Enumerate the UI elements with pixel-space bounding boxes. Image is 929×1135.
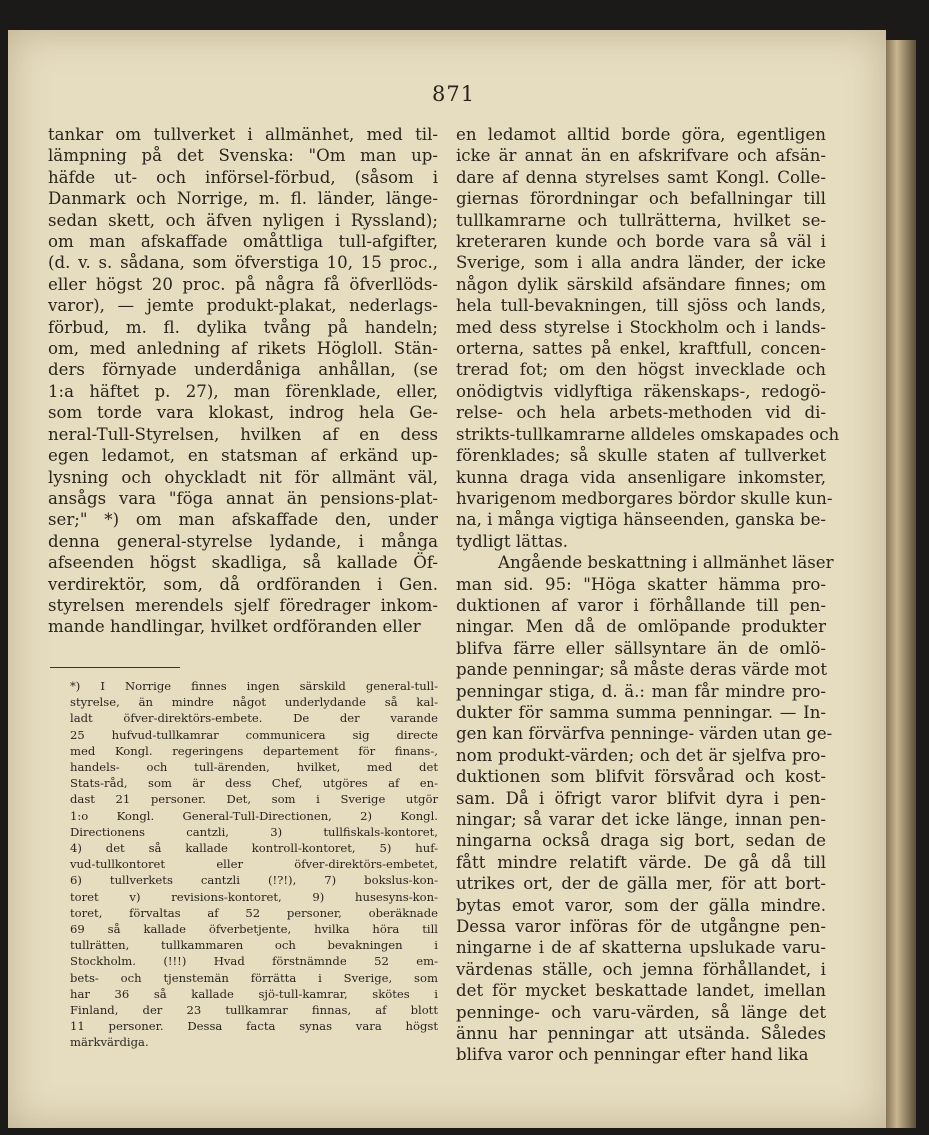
right-column-line: pande penningar; så måste deras värde mot <box>456 660 828 680</box>
right-column-line: giernas förordningar och befallningar till <box>456 189 826 209</box>
right-column-line: hvarigenom medborgares bördor skulle kun- <box>456 488 833 508</box>
book-edge <box>884 40 916 1128</box>
left-column-line: lämpning på det Svenska: "Om man up- <box>48 146 438 166</box>
right-column-line: blifva färre eller sällsyntare än de omlö- <box>456 638 826 658</box>
footnote-line: vud-tullkontoret eller öfver-direktörs-embetet, <box>70 857 438 872</box>
right-column-line: bytas emot varor, som der gälla mindre. <box>456 895 826 915</box>
left-column-line: afseenden högst skadliga, så kallade Öf- <box>48 553 438 573</box>
right-column-line: dukter för samma summa penningar. — In- <box>456 702 826 722</box>
left-column <box>48 124 438 638</box>
left-column-line: varor), — jemte produkt-plakat, nederlags- <box>48 296 438 316</box>
right-column-line: fått mindre relatift värde. De gå då till <box>456 852 826 872</box>
right-column-line: Sverige, som i alla andra länder, der icke <box>456 253 826 273</box>
right-column-line: icke är annat än en afskrifvare och afsän- <box>456 146 826 166</box>
left-column-line: ser;" *) om man afskaffade den, under <box>48 510 438 530</box>
footnote <box>70 678 438 1051</box>
left-column-line: häfde ut- och införsel-förbud, (såsom i <box>48 167 438 187</box>
right-column-line: utrikes ort, der de gälla mer, för att bort- <box>456 874 826 894</box>
footnote-line: toret, förvaltas af 52 personer, oberäknade <box>70 905 438 920</box>
footnote-line: handels- och tull-ärenden, hvilket, med det <box>70 760 438 775</box>
footnote-line: Stats-råd, som är dess Chef, utgöres af en- <box>70 776 438 791</box>
left-column-line: som torde vara klokast, indrog hela Ge- <box>48 403 438 423</box>
right-column-line: penninge- och varu-värden, så länge det <box>456 1002 826 1022</box>
footnote-line: 69 så kallade öfverbetjente, hvilka höra till <box>70 922 438 937</box>
left-column-line: 1:a häftet p. 27), man förenklade, eller, <box>48 381 438 401</box>
right-column-line: tydligt lättas. <box>456 531 569 551</box>
left-column-line: förbud, m. fl. dylika tvång på handeln; <box>48 317 438 337</box>
footnote-line: 11 personer. Dessa facta synas vara högst <box>70 1019 438 1034</box>
right-column-line: ningar. Men då de omlöpande produkter <box>456 617 826 637</box>
right-column-line: någon dylik särskild afsändare finnes; om <box>456 274 826 294</box>
right-column-line: ningarna också draga sig bort, sedan de <box>456 831 826 851</box>
right-column-line: na, i många vigtiga hänseenden, ganska be- <box>456 510 826 530</box>
footnote-line: 25 hufvud-tullkamrar communicera sig directe <box>70 727 438 742</box>
right-column-line: tullkamrarne och tullrätterna, hvilket se- <box>456 210 826 230</box>
page-number: 871 <box>432 82 476 106</box>
footnote-line: Finland, der 23 tullkamrar finnas, af blott <box>70 1003 438 1018</box>
right-column-line: förenklades; så skulle staten af tullverket <box>456 446 826 466</box>
right-column-line: kreteraren kunde och borde vara så väl i <box>456 232 826 252</box>
right-column-line: gen kan förvärfva penninge- värden utan ge- <box>456 724 833 744</box>
left-column-line: verdirektör, som, då ordföranden i Gen. <box>48 574 438 594</box>
footnote-line: styrelse, än mindre något underlydande så kal- <box>70 695 438 710</box>
book-page <box>8 30 886 1128</box>
right-column-line: en ledamot alltid borde göra, egentligen <box>456 125 826 144</box>
footnote-line: *) I Norrige finnes ingen särskild general-tull- <box>70 679 438 693</box>
right-column-line: ningar; så varar det icke länge, innan pen- <box>456 810 826 829</box>
left-column-line: egen ledamot, en statsman af erkänd up- <box>48 446 438 466</box>
right-column-line: nom produkt-värden; och det är sjelfva pro- <box>456 745 826 765</box>
right-column-line: ännu har penningar att utsända. Således <box>456 1024 826 1044</box>
left-column-line: (d. v. s. sådana, som öfverstiga 10, 15 proc., <box>48 253 438 273</box>
right-column-line: onödigtvis vidlyftiga räkenskaps-, redogö- <box>456 381 826 401</box>
left-column-line: ders förnyade underdåniga anhållan, (se <box>48 360 438 380</box>
right-column-line: dare af denna styrelses samt Kongl. Colle- <box>456 167 826 187</box>
left-column-line: styrelsen merendels sjelf föredrager inkom- <box>48 595 438 615</box>
left-column-line: Danmark och Norrige, m. fl. länder, länge- <box>48 189 438 209</box>
right-column-line: Angående beskattning i allmänhet läser <box>498 553 834 573</box>
footnote-line: 1:o Kongl. General-Tull-Directionen, 2) Kongl. <box>70 808 438 823</box>
right-column-line: duktionen af varor i förhållande till pen- <box>456 595 826 615</box>
left-column-line: eller högst 20 proc. på några få öfverllöds- <box>48 274 438 294</box>
right-column-line: det för mycket beskattade landet, imellan <box>456 981 826 1001</box>
right-column-line: orterna, sattes på enkel, kraftfull, concen- <box>456 339 826 359</box>
right-column-line: blifva varor och penningar efter hand lika <box>456 1045 809 1065</box>
left-column-line: ansågs vara "föga annat än pensions-plat- <box>48 488 438 508</box>
footnote-line: märkvärdiga. <box>70 1035 149 1050</box>
left-column-line: om man afskaffade omåttliga tull-afgifter, <box>48 232 438 252</box>
left-column-line: neral-Tull-Styrelsen, hvilken af en dess <box>48 424 438 444</box>
footnote-line: ladt öfver-direktörs-embete. De der varande <box>70 711 438 726</box>
left-column-line: mande handlingar, hvilket ordföranden eller <box>48 617 421 637</box>
right-column-line: med dess styrelse i Stockholm och i lands- <box>456 317 826 337</box>
left-column-line: denna general-styrelse lydande, i många <box>48 531 438 551</box>
right-column-line: sam. Då i öfrigt varor blifvit dyra i pen- <box>456 788 826 808</box>
footnote-line: 6) tullverkets cantzli (!?!), 7) bokslus-kon- <box>70 873 438 888</box>
right-column-line: värdenas ställe, och jemna förhållandet, i <box>456 959 826 979</box>
right-column-line: relse- och hela arbets-methoden vid di- <box>456 403 826 423</box>
footnote-line: tullrätten, tullkammaren och bevakningen i <box>70 938 438 953</box>
footnote-line: Directionens cantzli, 3) tullfiskals-kontoret, <box>70 824 438 839</box>
right-column-line: kunna draga vida ansenligare inkomster, <box>456 467 826 487</box>
right-column-line: ningarne i de af skatterna upslukade varu- <box>456 938 826 958</box>
footnote-line: toret v) revisions-kontoret, 9) husesyns-kon- <box>70 889 438 904</box>
footnote-rule <box>50 667 180 668</box>
left-column-line: tankar om tullverket i allmänhet, med til- <box>48 125 438 144</box>
left-column-line: sedan skett, och äfven nyligen i Ryssland); <box>48 210 438 230</box>
right-column-line: strikts-tullkamrarne alldeles omskapades och <box>456 424 840 444</box>
footnote-line: Stockholm. (!!!) Hvad förstnämnde 52 em- <box>70 954 438 969</box>
right-column <box>456 124 840 1066</box>
right-column-line: hela tull-bevakningen, till sjöss och lands, <box>456 296 826 316</box>
right-column-line: Dessa varor införas för de utgångne pen- <box>456 917 826 937</box>
right-column-line: penningar stiga, d. ä.: man får mindre pro- <box>456 681 826 701</box>
footnote-line: dast 21 personer. Det, som i Sverige utgör <box>70 792 438 807</box>
footnote-line: med Kongl. regeringens departement för finans-, <box>70 743 438 758</box>
footnote-line: 4) det så kallade kontroll-kontoret, 5) huf- <box>70 841 438 856</box>
footnote-line: har 36 så kallade sjö-tull-kamrar, skötes i <box>70 986 438 1001</box>
left-column-line: om, med anledning af rikets Högloll. Stän- <box>48 339 438 359</box>
right-column-line: duktionen som blifvit försvårad och kost- <box>456 767 826 787</box>
right-column-line: trerad fot; om den högst invecklade och <box>456 360 826 380</box>
left-column-line: lysning och ohyckladt nit för allmänt väl, <box>48 467 438 487</box>
right-column-line: man sid. 95: "Höga skatter hämma pro- <box>456 574 826 594</box>
footnote-line: bets- och tjenstemän förrätta i Sverige, som <box>70 970 438 985</box>
